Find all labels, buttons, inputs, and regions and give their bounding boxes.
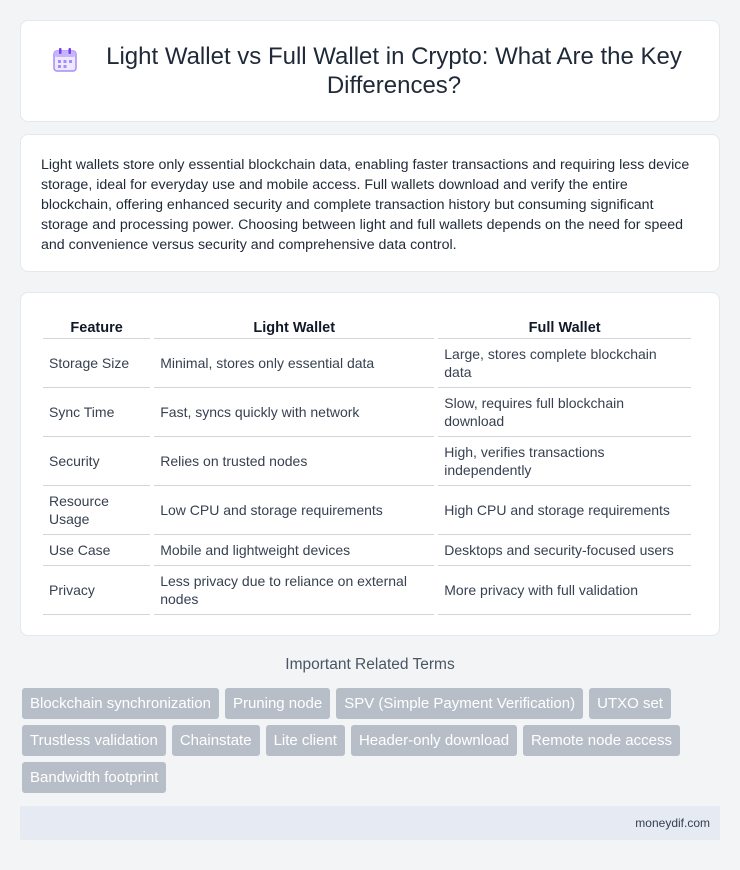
table-cell: Privacy <box>43 566 150 615</box>
table-cell: Low CPU and storage requirements <box>154 486 434 535</box>
table-cell: High CPU and storage requirements <box>438 486 691 535</box>
term-tag[interactable]: UTXO set <box>589 688 671 719</box>
related-terms-heading: Important Related Terms <box>285 656 455 673</box>
footer-site-link[interactable]: moneydif.com <box>635 816 710 830</box>
table-row <box>43 339 691 388</box>
table-header-row <box>43 313 691 339</box>
table-cell: High, verifies transactions independently <box>438 437 691 486</box>
table-cell: More privacy with full validation <box>438 566 691 615</box>
header-feature: Feature <box>43 313 150 339</box>
table-row <box>43 535 691 566</box>
header-full-wallet: Full Wallet <box>438 313 691 339</box>
title-card <box>20 20 720 122</box>
header-light-wallet: Light Wallet <box>154 313 434 339</box>
term-tag[interactable]: Remote node access <box>523 725 680 756</box>
table-cell: Mobile and lightweight devices <box>154 535 434 566</box>
table-row <box>43 486 691 535</box>
table-cell: Relies on trusted nodes <box>154 437 434 486</box>
term-tag[interactable]: SPV (Simple Payment Verification) <box>336 688 583 719</box>
table-row <box>43 437 691 486</box>
term-tag[interactable]: Chainstate <box>172 725 260 756</box>
title-wrap <box>51 42 689 100</box>
table-cell: Sync Time <box>43 388 150 437</box>
term-tag[interactable]: Trustless validation <box>22 725 166 756</box>
table-cell: Use Case <box>43 535 150 566</box>
table-cell: Security <box>43 437 150 486</box>
table-row <box>43 388 691 437</box>
table-cell: Less privacy due to reliance on external nodes <box>154 566 434 615</box>
comparison-card <box>20 292 720 636</box>
footer <box>20 806 720 840</box>
term-tag[interactable]: Blockchain synchronization <box>22 688 219 719</box>
term-tag[interactable]: Pruning node <box>225 688 330 719</box>
term-tag[interactable]: Lite client <box>266 725 345 756</box>
intro-paragraph: Light wallets store only essential blockchain data, enabling faster transactions and requiring less device storage, ideal for everyday use and mobile access. Full wallets download and verify the entire blockchain, offering enhanced security and complete transaction history but consuming significant storage and processing power. Choosing between light and full wallets depends on the need for speed and convenience versus security and comprehensive data control. <box>41 157 690 253</box>
term-tag[interactable]: Bandwidth footprint <box>22 762 166 793</box>
table-cell: Slow, requires full blockchain download <box>438 388 691 437</box>
table-cell: Resource Usage <box>43 486 150 535</box>
table-cell: Desktops and security-focused users <box>438 535 691 566</box>
table-cell: Storage Size <box>43 339 150 388</box>
table-row <box>43 566 691 615</box>
related-terms-list <box>22 688 722 799</box>
table-cell: Fast, syncs quickly with network <box>154 388 434 437</box>
comparison-table <box>39 313 695 615</box>
term-tag[interactable]: Header-only download <box>351 725 517 756</box>
intro-card <box>20 134 720 272</box>
table-cell: Large, stores complete blockchain data <box>438 339 691 388</box>
calendar-icon <box>51 46 79 74</box>
page-title: Light Wallet vs Full Wallet in Crypto: What Are the Key Differences? <box>106 43 682 99</box>
table-cell: Minimal, stores only essential data <box>154 339 434 388</box>
